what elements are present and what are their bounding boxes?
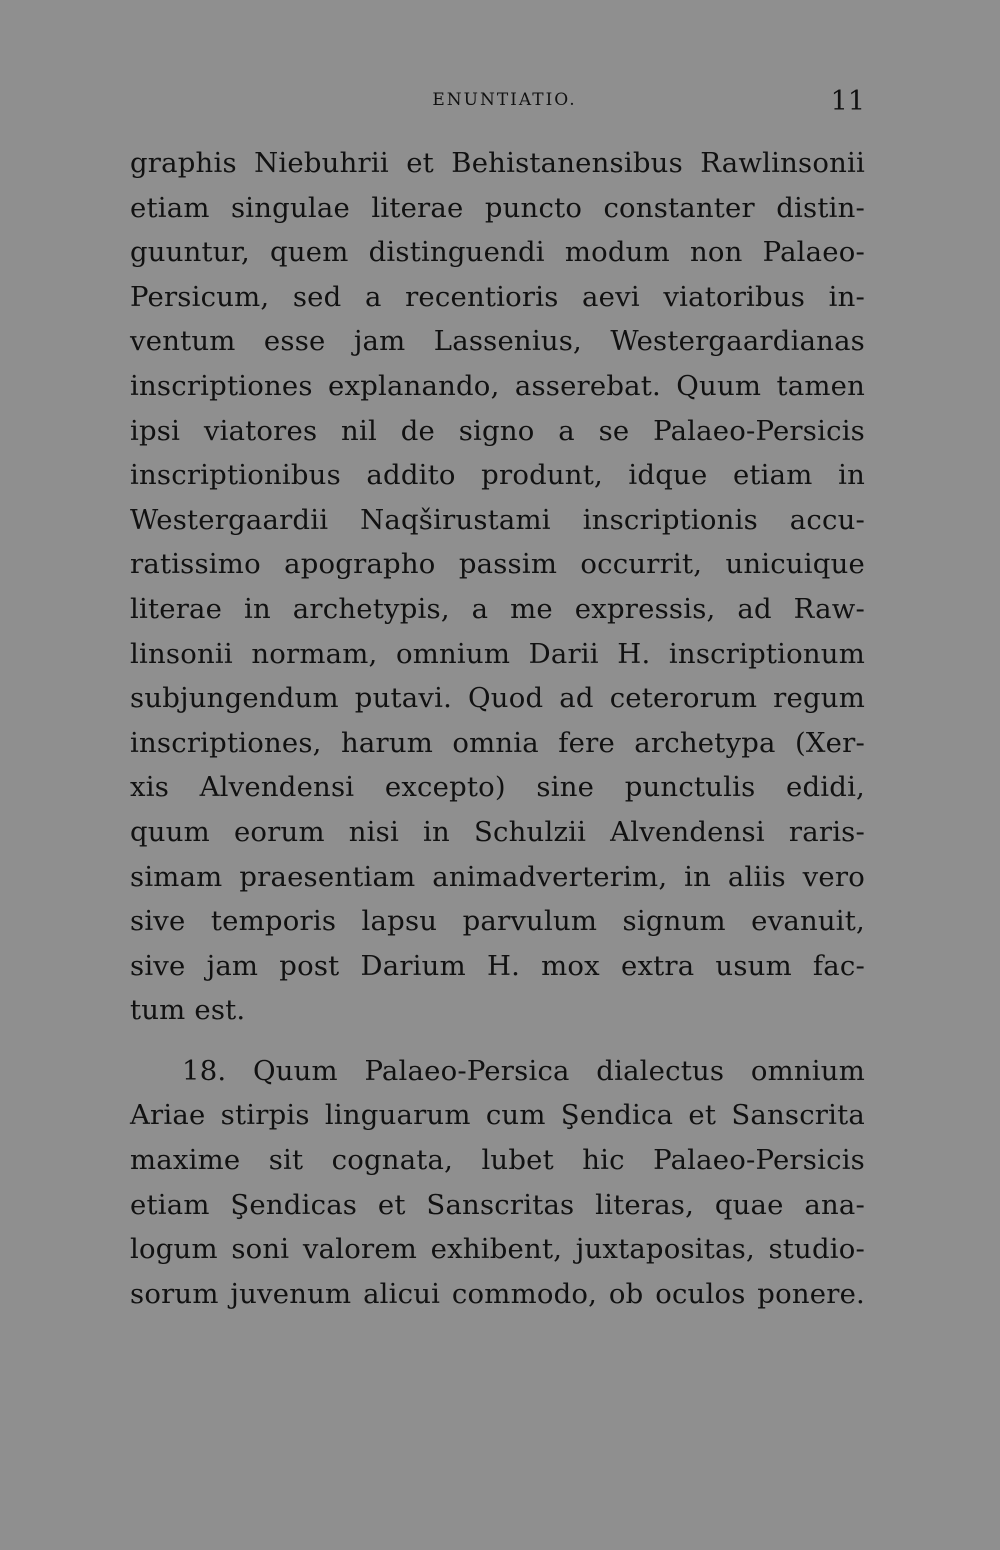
paragraph-gap [130,1033,865,1049]
text-line: etiam singulae literae puncto constanter distin- [130,191,865,224]
text-line: graphis Niebuhrii et Behistanensibus Rawlinsonii [130,147,865,179]
body-text [130,141,865,1316]
text-line: sorum juvenum alicui commodo, ob oculos ponere. [130,1277,865,1310]
text-line: linsonii normam, omnium Darii H. inscriptionum [130,637,865,670]
text-line: maxime sit cognata, lubet hic Palaeo-Persicis [130,1144,865,1177]
text-line: sive jam post Darium H. mox extra usum fac- [130,949,865,982]
text-line: guuntur, quem distinguendi modum non Palaeo- [130,236,865,269]
running-header [130,86,865,122]
text-line: logum soni valorem exhibent, juxtapositas, studio- [130,1233,865,1266]
text-line: Westergaardii Naqširustami inscriptionis accu- [130,503,865,536]
paragraph-2 [130,1049,865,1317]
text-line: ipsi viatores nil de signo a se Palaeo-Persicis [130,414,865,447]
text-line: Ariae stirpis linguarum cum Şendica et Sanscrita [130,1099,865,1132]
page-number: 11 [830,86,865,117]
text-line: inscriptiones, harum omnia fere archetypa (Xer- [130,726,865,759]
running-title: ENUNTIATIO. [432,90,577,110]
text-line: ventum esse jam Lassenius, Westergaardianas [130,325,865,358]
paragraph-1 [130,141,865,1033]
text-line: literae in archetypis, a me expressis, ad Raw- [130,592,865,625]
text-line: sive temporis lapsu parvulum signum evanuit, [130,905,865,938]
text-line: 18. Quum Palaeo-Persica dialectus omnium [182,1054,865,1087]
text-line: simam praesentiam animadverterim, in aliis vero [130,860,865,893]
text-line: inscriptionibus addito produnt, idque etiam in [130,459,865,492]
text-line: ratissimo apographo passim occurrit, unicuique [130,548,865,581]
text-line: xis Alvendensi excepto) sine punctulis edidi, [130,771,865,804]
text-line: inscriptiones explanando, asserebat. Quum tamen [130,369,865,402]
text-line: Persicum, sed a recentioris aevi viatoribus in- [130,280,865,313]
text-line: subjungendum putavi. Quod ad ceterorum regum [130,682,865,715]
text-line: etiam Şendicas et Sanscritas literas, quae ana- [130,1188,865,1221]
text-line: quum eorum nisi in Schulzii Alvendensi raris- [130,815,865,848]
text-line: tum est. [130,994,246,1027]
